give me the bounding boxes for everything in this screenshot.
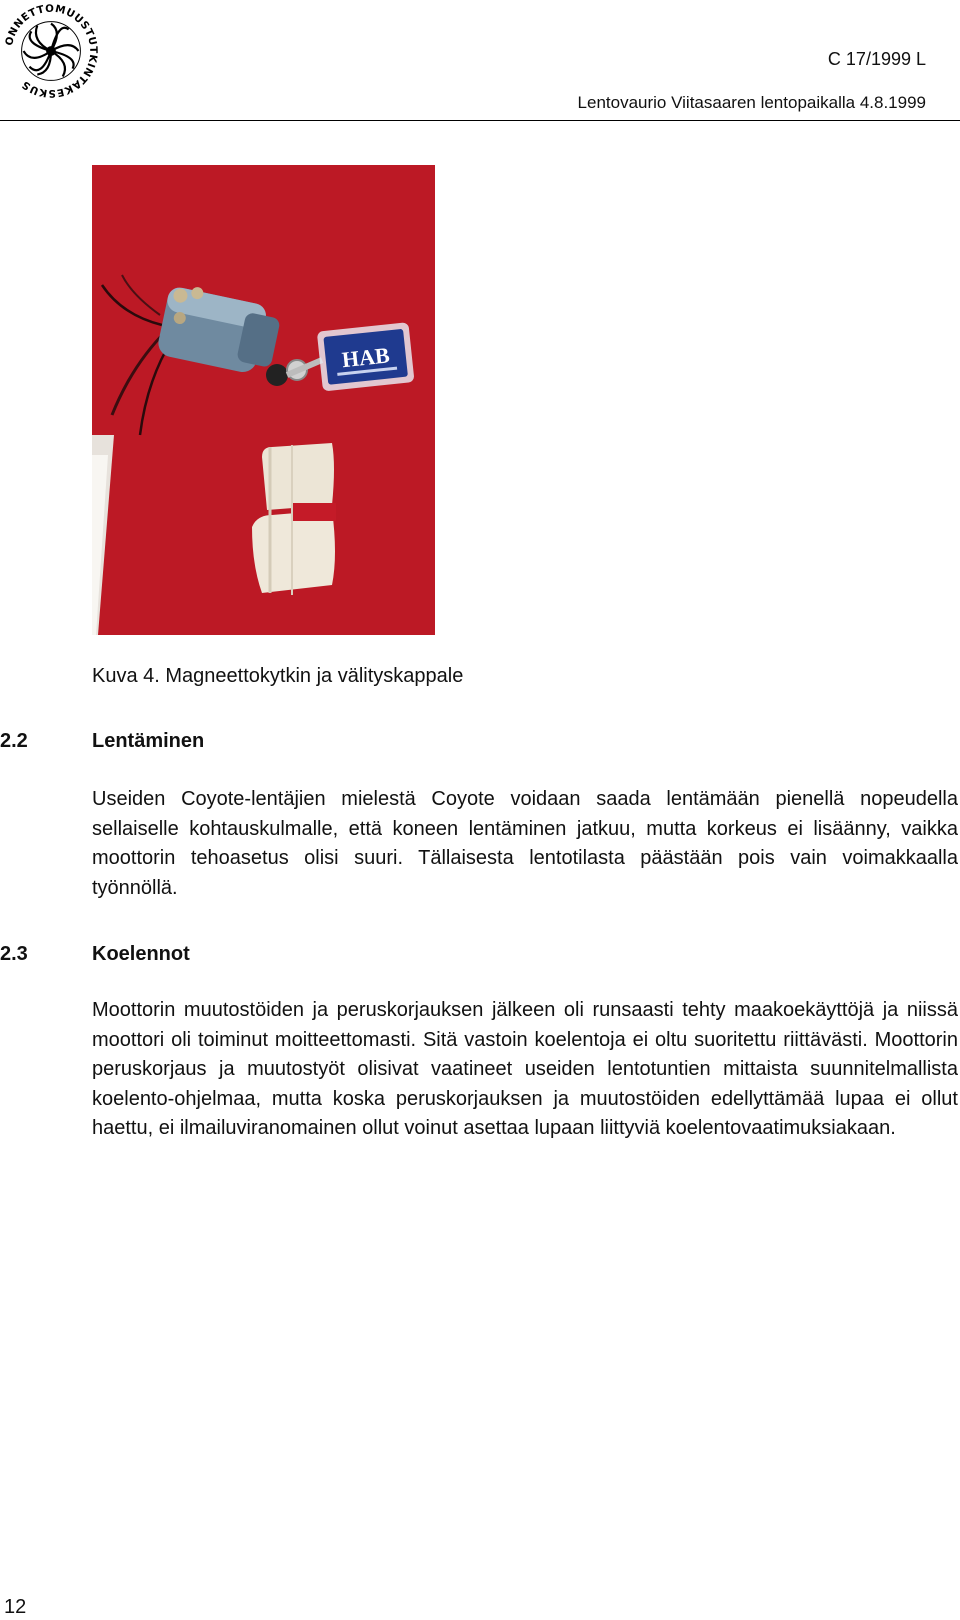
tag-label: HAB <box>340 342 391 373</box>
section-paragraph: Useiden Coyote-lentäjien mielestä Coyote voidaan saada lentämään pienellä nopeudella sellaiselle kohtauskulmalle, että koneen lentäminen jatkuu, mutta korkeus ei lisäänny, vaikka moottorin tehoasetus olisi suuri. Tällaisesta lentotilasta päästään pois vain voimakkaalla työnnöllä. <box>92 788 958 899</box>
report-code: C 17/1999 L <box>827 49 926 69</box>
page-number: 12 <box>4 1596 27 1618</box>
section-paragraph: Moottorin muutostöiden ja peruskorjauksen jälkeen oli runsaasti tehty maakoekäyttöjä ja niissä moottori oli toiminut moitteettomasti. Sitä vastoin koelentoja ei oltu suoritettu riittävästi. Moottorin peruskorjaus ja muutostyöt olisivat vaatineet useiden lentotuntien mittaista suunnitelmallista koelento-ohjelmaa, mutta koska peruskorjauksen ja muutostöiden edellyttämää lupaa ei ollut haettu, ei ilmailuviranomainen ollut voinut asettaa lupaan liittyviä koelentovaatimuksiakaan. <box>92 999 958 1139</box>
section-heading: Lentäminen <box>92 730 205 752</box>
section-heading: Koelennot <box>92 943 190 965</box>
header-divider <box>0 120 960 121</box>
report-title: Lentovaurio Viitasaaren lentopaikalla 4.8.1999 <box>577 93 926 112</box>
section-number: 2.3 <box>0 943 28 965</box>
svg-text:ONNETTOMUUSTUTKINTAKESKUS: ONNETTOMUUSTUTKINTAKESKUS <box>3 2 100 100</box>
figure-caption: Kuva 4. Magneettokytkin ja välityskappale <box>92 665 464 687</box>
section-number: 2.2 <box>0 730 28 752</box>
agency-logo <box>2 2 100 100</box>
ignition-switch-photo <box>92 165 435 635</box>
